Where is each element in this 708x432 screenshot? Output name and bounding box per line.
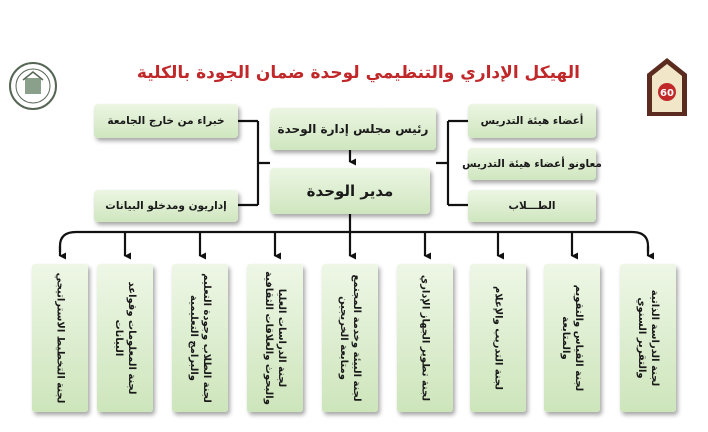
- committee-training-media: [470, 264, 526, 412]
- committee-label: لجنة البيئة وخدمة المجتمع ومتابعة الخريجين: [338, 274, 362, 402]
- committee-label: لجنة التدريب والإعلام: [492, 285, 504, 391]
- committee-label: لجنة تطوير الجهاز الإداري: [419, 274, 431, 402]
- committee-label: لجنة المعلومات وقواعد البيانات: [113, 281, 137, 395]
- admins-box: إداريون ومدخلو البيانات: [94, 190, 238, 222]
- committee-label: لجنة الدراسات العليا والبحوث والعلاقات الثقافية: [263, 271, 287, 405]
- committee-strategic-planning: [32, 264, 88, 412]
- committee-environment-community: [322, 264, 378, 412]
- committee-administrative-development: [397, 264, 453, 412]
- committee-label: لجنة الدراسة الذاتية والتقرير السنوي: [636, 289, 660, 387]
- assistants-box: معاونو أعضاء هيئة التدريس: [468, 148, 596, 180]
- chart-title: الهيكل الإداري والتنظيمي لوحدة ضمان الجودة بالكلية: [136, 63, 580, 83]
- committee-label: لجنة الطلاب وجودة التعليم والبرامج التعليمية: [188, 273, 212, 403]
- committee-measurement-evaluation: [544, 264, 600, 412]
- students-box: الطـــلاب: [468, 190, 596, 222]
- committee-label: لجنة التخطيط الاستراتيجي: [54, 272, 66, 404]
- committee-self-study-annual-report: [620, 264, 676, 412]
- committee-graduate-studies-research: [247, 264, 303, 412]
- external-experts-box: خبراء من خارج الجامعة: [94, 104, 238, 138]
- emblem-number: 60: [660, 88, 674, 99]
- committee-students-education-quality: [172, 264, 228, 412]
- chairman-box: رئيس مجلس إدارة الوحدة: [270, 108, 436, 150]
- director-box: مدير الوحدة: [270, 168, 430, 214]
- committee-information-databases: [97, 264, 153, 412]
- committee-label: لجنة القياس والتقويم والمتابعة: [560, 284, 584, 392]
- faculty-box: أعضاء هيئة التدريس: [468, 104, 596, 138]
